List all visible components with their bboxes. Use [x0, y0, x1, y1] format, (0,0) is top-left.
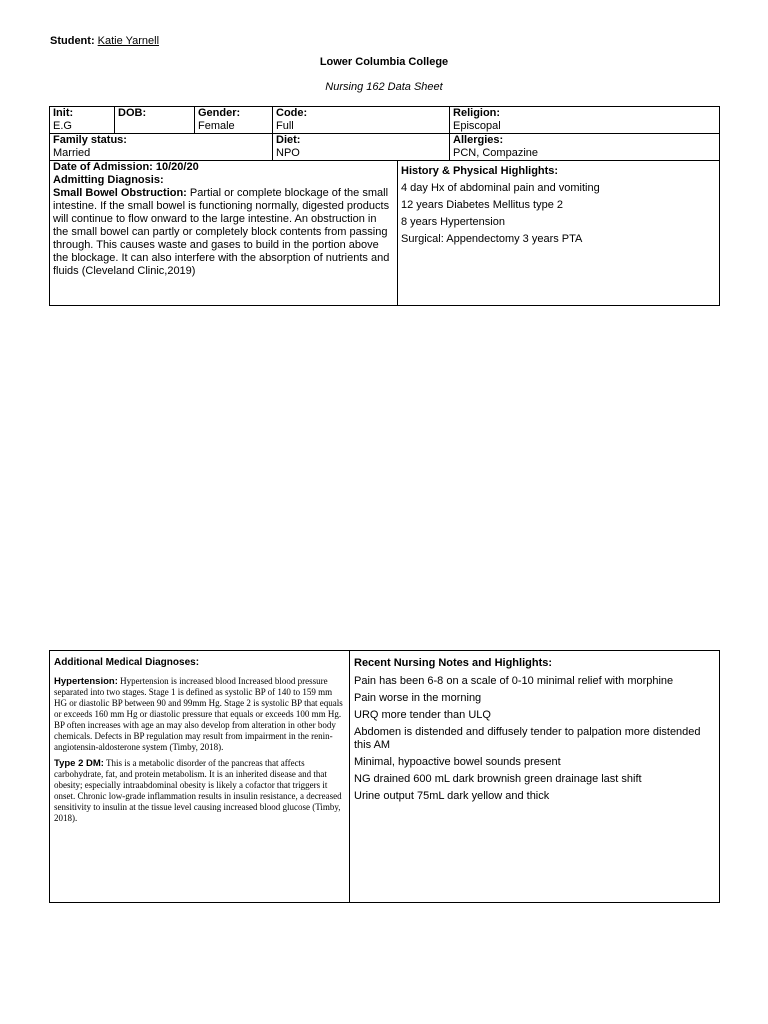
diet-label: Diet: — [276, 134, 301, 146]
family-label: Family status: — [53, 134, 127, 146]
diagnoses-notes-box — [49, 650, 720, 903]
additional-diagnoses-section — [50, 651, 350, 902]
sheet-title: Nursing 162 Data Sheet — [325, 81, 443, 93]
history-item: Surgical: Appendectomy 3 years PTA — [401, 233, 583, 245]
init-cell — [50, 107, 115, 134]
family-cell — [50, 134, 273, 161]
dob-label: DOB: — [118, 107, 147, 119]
sbo-label: Small Bowel Obstruction: — [53, 187, 187, 199]
info-row-1 — [50, 107, 720, 134]
nursing-note-item: Minimal, hypoactive bowel sounds present — [354, 756, 561, 768]
info-row-2 — [50, 134, 720, 161]
dm-label: Type 2 DM: — [54, 758, 104, 769]
sbo-text: Partial or complete blockage of the small intestine. If the small bowel is functioning normally, digested products will continue to flow onward to the large intestine. An obstruction in the small bowel can partly or completely block contents from passing through. This causes waste and gases to build in the portion above the blockage. It can also interfere with the absorption of nutrients and fluids (Cleveland Clinic,2019) — [53, 187, 390, 277]
code-value: Full — [276, 120, 294, 132]
nursing-notes-title: Recent Nursing Notes and Highlights: — [354, 657, 553, 669]
admitting-diagnosis-label: Admitting Diagnosis: — [53, 174, 164, 186]
additional-diagnoses-title: Additional Medical Diagnoses: — [54, 657, 200, 668]
nursing-note-item: URQ more tender than ULQ — [354, 709, 491, 721]
patient-info-table — [49, 106, 720, 306]
history-item: 12 years Diabetes Mellitus type 2 — [401, 199, 564, 211]
student-label: Student: — [50, 35, 95, 47]
history-item: 4 day Hx of abdominal pain and vomiting — [401, 182, 600, 194]
dm-paragraph — [54, 758, 345, 824]
dm-text: This is a metabolic disorder of the pancreas that affects carbohydrate, fat, and protein metabolism. It is an inherited disease and that obesity; especially intraabdominal obesity is likely a cofactor that triggers it onset. Chronic low-grade inflammation results in insulin resistance, a decreased sensitivity to insulin at the tissue level causing increased blood glucose (Timby, 2018). — [54, 758, 342, 823]
info-row-3 — [50, 161, 720, 306]
nursing-notes-section — [350, 651, 719, 902]
nursing-note-item: Pain has been 6-8 on a scale of 0-10 minimal relief with morphine — [354, 675, 674, 687]
init-label: Init: — [53, 107, 74, 119]
gender-label: Gender: — [198, 107, 241, 119]
history-item: 8 years Hypertension — [401, 216, 505, 228]
religion-label: Religion: — [453, 107, 501, 119]
sbo-paragraph — [53, 187, 389, 277]
diet-cell — [273, 134, 450, 161]
hypertension-label: Hypertension: — [54, 676, 118, 687]
gender-cell — [195, 107, 273, 134]
allergies-cell — [450, 134, 720, 161]
diet-value: NPO — [276, 147, 300, 159]
dob-cell — [115, 107, 195, 134]
history-cell — [398, 161, 720, 306]
init-value: E.G — [53, 120, 72, 132]
history-title: History & Physical Highlights: — [401, 165, 559, 177]
religion-value: Episcopal — [453, 120, 501, 132]
student-line — [50, 35, 159, 47]
nursing-note-item: NG drained 600 mL dark brownish green drainage last shift — [354, 773, 642, 785]
code-cell — [273, 107, 450, 134]
admission-cell — [50, 161, 398, 306]
college-name: Lower Columbia College — [319, 56, 449, 68]
allergies-value: PCN, Compazine — [453, 147, 538, 159]
nursing-note-item: Urine output 75mL dark yellow and thick — [354, 790, 550, 802]
student-name: Katie Yarnell — [97, 35, 160, 47]
allergies-label: Allergies: — [453, 134, 504, 146]
nursing-note-item: Abdomen is distended and diffusely tender to palpation more distended this AM — [354, 726, 701, 751]
admission-date: Date of Admission: 10/20/20 — [53, 161, 199, 173]
code-label: Code: — [276, 107, 308, 119]
hypertension-text: Hypertension is increased blood Increased blood pressure separated into two stages. Stage 1 is defined as systolic BP of 140 to 159 mm HG or diastolic BP between 90 and 99mm Hg. Stage 2 is systolic BP that equals or exceeds 160 mm Hg or diastolic pressure that equals or exceeds 100 mm Hg. BP often increases with age an may also develop from alteration in other body chemicals. Defects in BP regulation may result from impairment in the renin-angiotensin-aldosterone system (Timby, 2018). — [54, 676, 343, 752]
religion-cell — [450, 107, 720, 134]
hypertension-paragraph — [54, 676, 345, 753]
gender-value: Female — [198, 120, 235, 132]
family-value: Married — [53, 147, 91, 159]
nursing-note-item: Pain worse in the morning — [354, 692, 482, 704]
